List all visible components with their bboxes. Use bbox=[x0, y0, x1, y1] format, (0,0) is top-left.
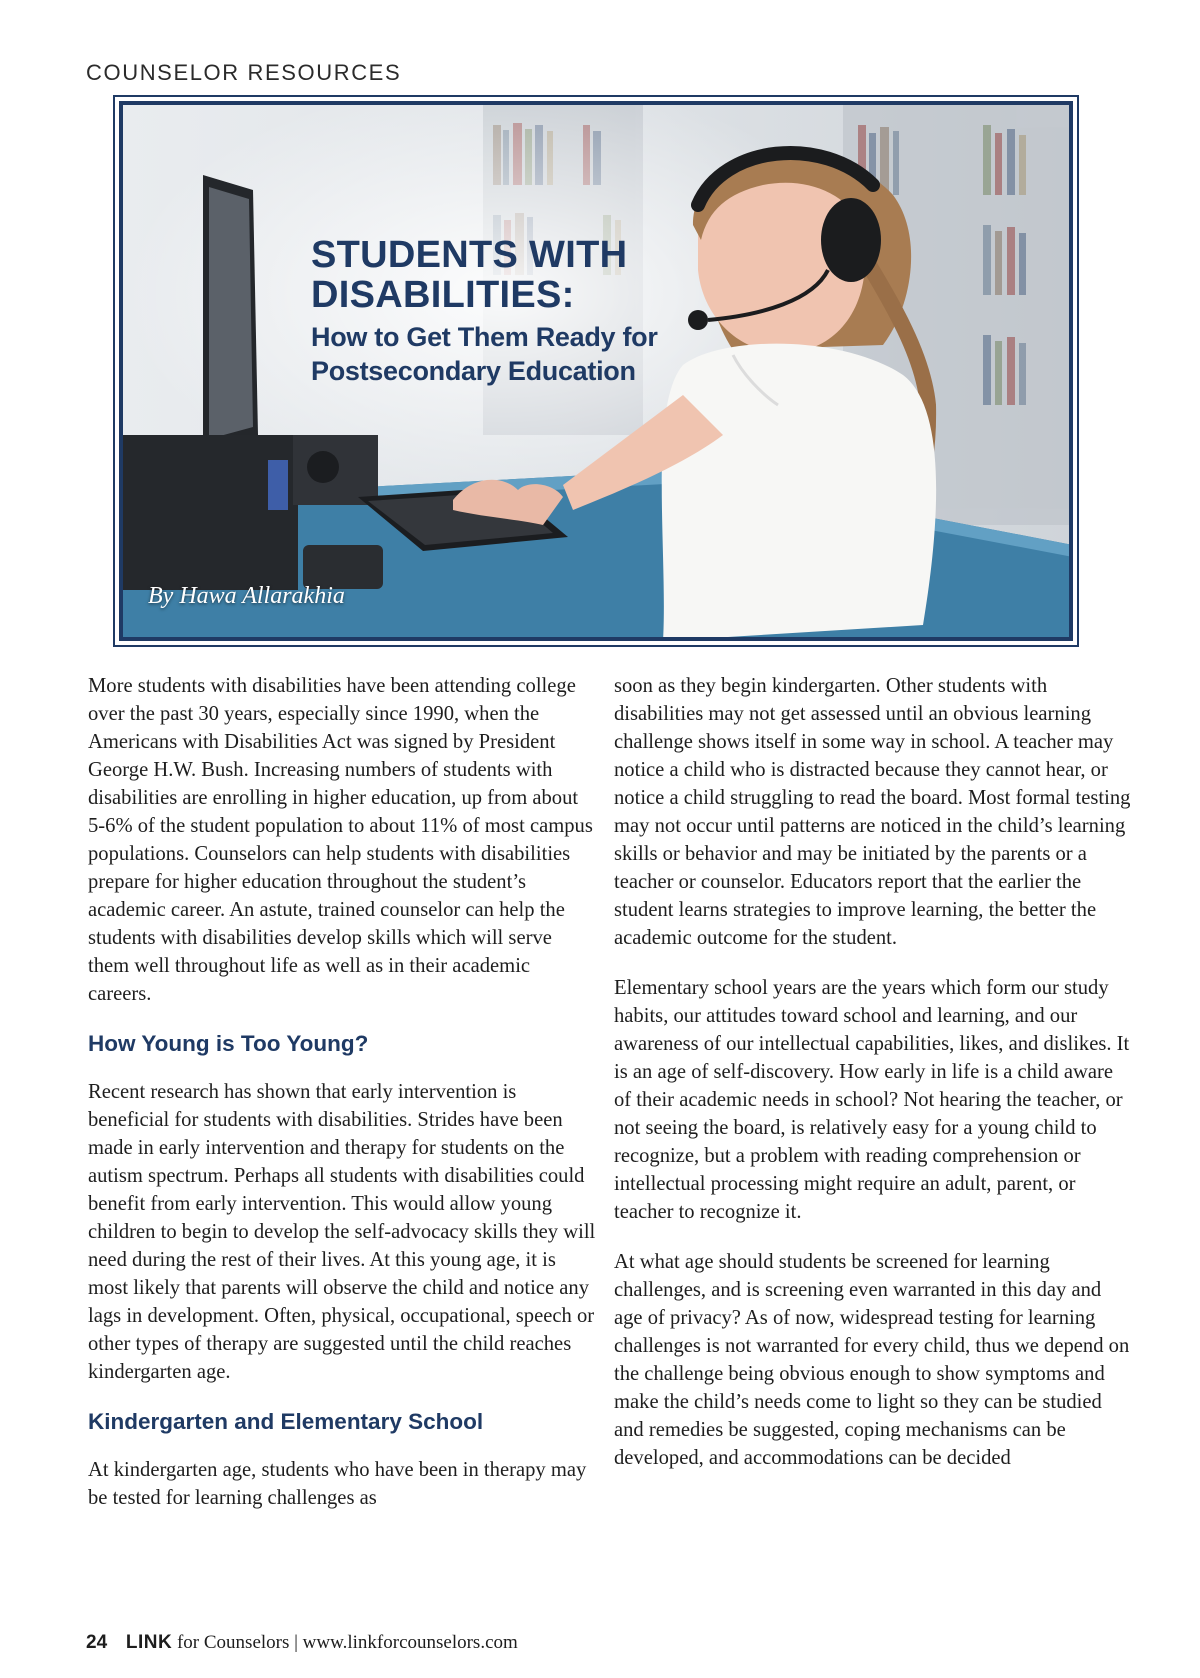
title-line-2: DISABILITIES: bbox=[311, 274, 575, 316]
section-heading: How Young is Too Young? bbox=[88, 1031, 369, 1056]
section-heading: Kindergarten and Elementary School bbox=[88, 1409, 484, 1434]
subtitle-line-2: Postsecondary Education bbox=[311, 356, 636, 386]
article-title bbox=[311, 235, 627, 315]
paragraph: soon as they begin kindergarten. Other students with disabilities may not get assessed until an obvious learning challenge shows itself in some way in school. A teacher may notice a child who is distracted because they cannot hear, or notice a child struggling to read the board. Most formal testing may not occur until patterns are noticed in the child’s learning skills or behavior and may be initiated by the parents or a teacher or counselor. Educators report that the earlier the student learns strategies to improve learning, the better the academic outcome for the student. bbox=[614, 675, 1131, 949]
hero-banner bbox=[113, 95, 1079, 647]
article-subtitle bbox=[311, 320, 658, 388]
page-footer bbox=[86, 1632, 518, 1654]
page-number: 24 bbox=[86, 1632, 108, 1653]
article-column-left bbox=[88, 672, 598, 1534]
hero-image bbox=[119, 101, 1073, 641]
byline: By Hawa Allarakhia bbox=[148, 583, 345, 609]
paragraph: Elementary school years are the years which form our study habits, our attitudes toward school and learning, and our awareness of our intellectual capabilities, likes, and dislikes. It is an age of self-discovery. How early in life is a child aware of their academic needs in school? Not hearing the teacher, or not seeing the board, is relatively easy for a young child to recognize, but a problem with reading comprehension or intellectual processing might require an adult, parent, or teacher to recognize it. bbox=[614, 977, 1130, 1223]
paragraph: At what age should students be screened for learning challenges, and is screening even warranted in this day and age of privacy? As of now, widespread testing for learning challenges is not warranted for every child, thus we depend on the challenge being obvious enough to show symptoms and make the child’s needs come to light so they can be studied and remedies be suggested, coping mechanisms can be developed, and accommodations can be decided bbox=[614, 1251, 1130, 1469]
paragraph: At kindergarten age, students who have been in therapy may be tested for learning challenges as bbox=[88, 1459, 587, 1509]
paragraph: More students with disabilities have been attending college over the past 30 years, especially since 1990, when the Americans with Disabilities Act was signed by President George H.W. Bush. Increasing numbers of students with disabilities are enrolling in higher education, up from about 5-6% of the student population to about 11% of most campus populations. Counselors can help students with disabilities prepare for higher education throughout the student’s academic career. An astute, trained counselor can help the students with disabilities develop skills which will serve them well throughout life as well as in their academic careers. bbox=[88, 675, 593, 1005]
title-line-1: STUDENTS WITH bbox=[311, 234, 628, 276]
section-label: COUNSELOR RESOURCES bbox=[86, 60, 402, 85]
paragraph: Recent research has shown that early intervention is beneficial for students with disabilities. Strides have been made in early intervention and therapy for students on the autism spectrum. Perhaps all students with disabilities could benefit from early intervention. This would allow young children to begin to develop the self-advocacy skills they will need during the rest of their lives. At this young age, it is most likely that parents will observe the child and notice any lags in development. Often, physical, occupational, speech or other types of therapy are suggested until the child reaches kindergarten age. bbox=[88, 1081, 596, 1383]
subtitle-line-1: How to Get Them Ready for bbox=[311, 322, 658, 352]
article-column-right bbox=[614, 672, 1134, 1494]
footer-tagline: for Counselors | www.linkforcounselors.com bbox=[176, 1632, 518, 1653]
magazine-brand: LINK bbox=[125, 1632, 173, 1653]
